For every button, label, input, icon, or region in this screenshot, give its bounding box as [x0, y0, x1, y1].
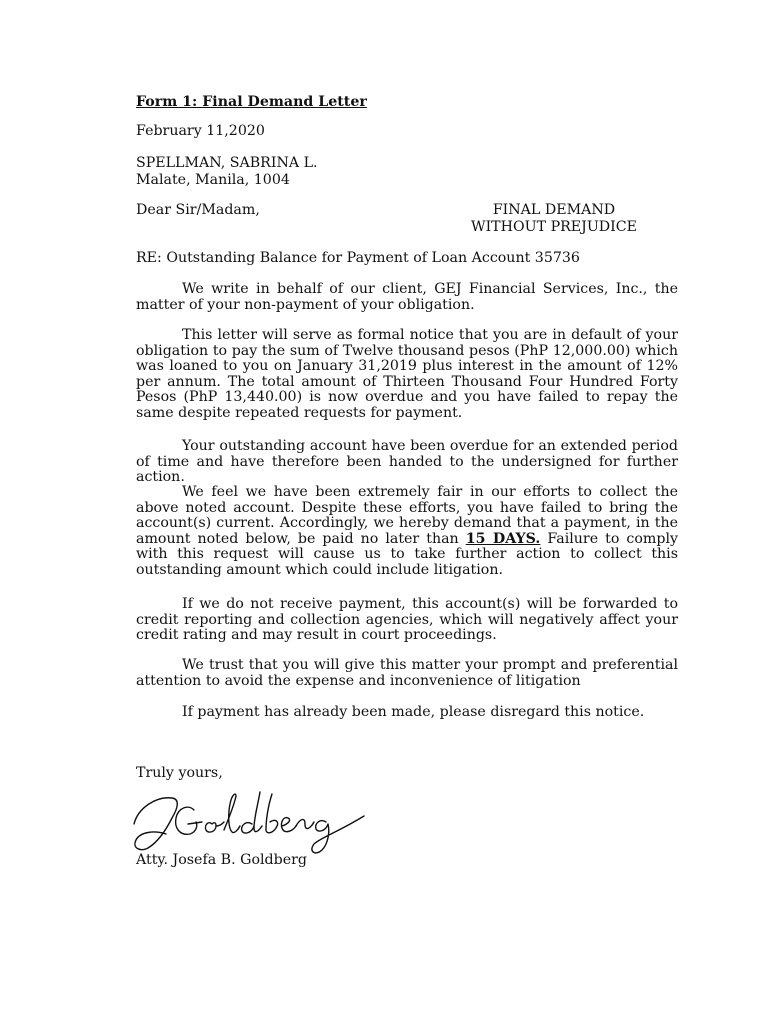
paragraph-2: This letter will serve as formal notice that you are in default of your obligation to pay the sum of Twelve thousand pesos (PhP 12,000.00) which was loaned to you on January 31,2019 plus interest in the amount of 12% per annum. The total amount of Thirteen Thousand Four Hundred Forty Pesos (PhP 13,440.00) is now overdue and you have failed to repay the same despite repeated requests for payment.	[136, 327, 678, 421]
handwritten-signature	[128, 786, 378, 856]
without-prejudice-line: WITHOUT PREJUDICE	[470, 219, 637, 235]
deadline-emphasis: 15 DAYS.	[465, 530, 541, 547]
subject-line: RE: Outstanding Balance for Payment of Loan Account 35736	[136, 250, 580, 266]
recipient-address: Malate, Manila, 1004	[136, 172, 290, 188]
letter-date: February 11,2020	[136, 123, 265, 139]
paragraph-4	[136, 485, 678, 579]
paragraph-1: We write in behalf of our client, GEJ Financial Services, Inc., the matter of your non-payment of your obligation.	[136, 281, 678, 313]
salutation: Dear Sir/Madam,	[136, 202, 260, 218]
final-demand-header	[471, 202, 637, 236]
paragraph-6: We trust that you will give this matter your prompt and preferential attention to avoid the expense and inconvenience of litigation	[136, 657, 678, 689]
paragraph-7: If payment has already been made, please disregard this notice.	[182, 704, 645, 720]
closing: Truly yours,	[136, 765, 223, 781]
final-demand-line: FINAL DEMAND	[492, 202, 616, 218]
paragraph-4-text-b: Failure to comply with this request will cause us to take further action to collect this outstanding amount which could include litigation.	[136, 530, 678, 578]
paragraph-3: Your outstanding account have been overdue for an extended period of time and have therefore been handed to the undersigned for further action.	[136, 438, 678, 486]
paragraph-5: If we do not receive payment, this account(s) will be forwarded to credit reporting and collection agencies, which will negatively affect your credit rating and may result in court proceedings.	[136, 596, 678, 644]
form-title: Form 1: Final Demand Letter	[136, 94, 367, 110]
paragraph-4-text-a: We feel we have been extremely fair in our efforts to collect the above noted account. Despite these efforts, you have failed to bring the account(s) current. Accordingly, we hereby demand that a payment, in the amount noted below, be paid no later than	[136, 484, 678, 547]
recipient-name: SPELLMAN, SABRINA L.	[136, 155, 318, 171]
signatory-name: Atty. Josefa B. Goldberg	[136, 852, 307, 868]
